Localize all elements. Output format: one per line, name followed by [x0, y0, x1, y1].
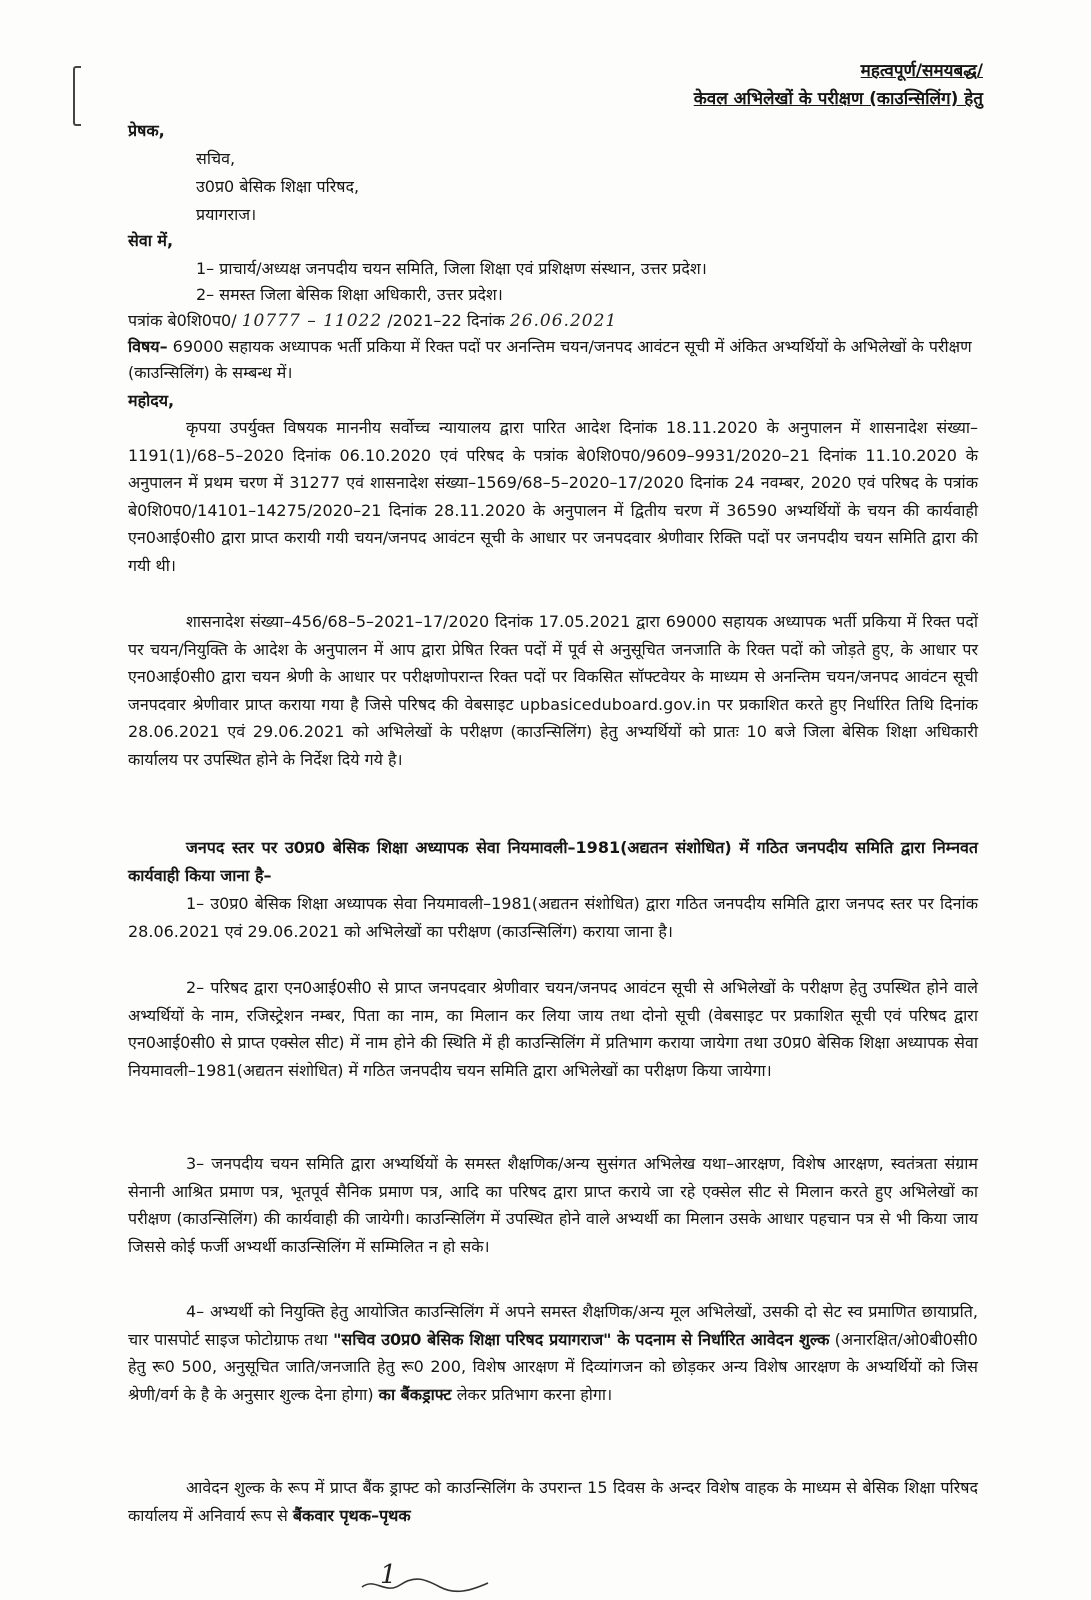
reference-line	[128, 308, 617, 334]
reference-year: /2021–22 दिनांक	[387, 311, 505, 330]
paragraph-5	[128, 974, 978, 1084]
paragraph-7	[128, 1298, 978, 1408]
paragraph-4-text: 1– उ0प्र0 बेसिक शिक्षा अध्यापक सेवा नियमावली–1981(अद्यतन संशोधित) द्वारा गठित जनपदीय समिति द्वारा जनपद स्तर पर दिनांक 28.06.2021 एवं 29.06.2021 को अभिलेखों का परीक्षण (काउन्सिलिंग) कराया जाना है।	[128, 894, 978, 941]
paragraph-1-text: कृपया उपर्युक्त विषयक माननीय सर्वोच्च न्यायालय द्वारा पारित आदेश दिनांक 18.11.2020 के अनुपालन में शासनादेश संख्या–1191(1)/68–5–2020 दिनांक 06.10.2020 एवं परिषद के पत्रांक बे0शि0प0/9609–9931/2020–21 दिनांक 11.10.2020 के अनुपालन में प्रथम चरण में 31277 एवं शासनादेश संख्या–1569/68–5–2020–17/2020 दिनांक 24 नवम्बर, 2020 एवं परिषद के पत्रांक बे0शि0प0/14101–14275/2020–21 दिनांक 28.11.2020 के अनुपालन में द्वितीय चरण में 36590 अभ्यर्थियों के चयन की कार्यवाही एन0आई0सी0 द्वारा प्राप्त करायी गयी चयन/जनपद आवंटन सूची के आधार पर जनपदवार श्रेणीवार रिक्ति पदों पर जनपदीय चयन समिति द्वारा की गयी थी।	[128, 418, 978, 575]
reference-prefix: पत्रांक बे0शि0प0/	[128, 311, 237, 330]
paragraph-8	[128, 1474, 978, 1529]
margin-bracket-mark	[73, 66, 81, 126]
paragraph-7-part-a: 4– अभ्यर्थी को नियुक्ति हेतु आयोजित काउन्सिलिंग में अपने समस्त शैक्षणिक/अन्य मूल अभिलेखों, उसकी दो सेट स्व प्रमाणित छायाप्रति, चार पासपोर्ट साइज फोटोग्राफ तथा	[128, 1302, 978, 1349]
subject-text: 69000 सहायक अध्यापक भर्ती प्रकिया में रिक्त पदों पर अनन्तिम चयन/जनपद आवंटन सूची में अंकित अभ्यर्थियों के अभिलेखों के परीक्षण (काउन्सिलिंग) के सम्बन्ध में।	[128, 337, 972, 382]
sender-title: सचिव,	[196, 149, 236, 168]
reference-number-handwritten: 10777 – 11022	[241, 311, 383, 331]
priority-header: महत्वपूर्ण/समयबद्ध/	[860, 61, 983, 81]
page-number-handwritten: 1	[380, 1560, 397, 1590]
paragraph-7-part-c: (अनारक्षित/ओ0बी0सी0 हेतु रू0 500, अनुसूचित जाति/जनजाति हेतु रू0 200, विशेष आरक्षण में दिव्यांगजन को छोड़कर अन्य विशेष आरक्षण के अभ्यर्थियों को जिस श्रेणी/वर्ग के है के अनुसार शुल्क देना होगा)	[128, 1329, 978, 1404]
subject-block	[128, 334, 978, 386]
paragraph-3-text: जनपद स्तर पर उ0प्र0 बेसिक शिक्षा अध्यापक सेवा नियमावली–1981(अद्यतन संशोधित) में गठित जनपदीय समिति द्वारा निम्नवत कार्यवाही किया जाना है–	[128, 838, 978, 885]
paragraph-4	[128, 890, 978, 945]
paragraph-7-body	[128, 1298, 978, 1408]
paragraph-3	[128, 834, 978, 889]
recipient-label: सेवा में,	[128, 231, 174, 250]
salutation: महोदय,	[128, 391, 175, 410]
paragraph-6-text: 3– जनपदीय चयन समिति द्वारा अभ्यर्थियों के समस्त शैक्षणिक/अन्य सुसंगत अभिलेख यथा–आरक्षण, विशेष आरक्षण, स्वतंत्रता संग्राम सेनानी आश्रित प्रमाण पत्र, भूतपूर्व सैनिक प्रमाण पत्र, आदि का परिषद द्वारा प्राप्त कराये जा रहे एक्सेल सीट से मिलान करते हुए अभिलेखों का परीक्षण (काउन्सिलिंग) की कार्यवाही की जायेगी। काउन्सिलिंग में उपस्थित होने वाले अभ्यर्थी का मिलान उसके आधार पहचान पत्र से भी किया जाय जिससे कोई फर्जी अभ्यर्थी काउन्सिलिंग में सम्मिलित न हो सके।	[128, 1154, 978, 1256]
sender-org: उ0प्र0 बेसिक शिक्षा परिषद,	[196, 177, 360, 196]
handwritten-squiggle-mark	[360, 1575, 490, 1595]
paragraph-5-text: 2– परिषद द्वारा एन0आई0सी0 से प्राप्त जनपदवार श्रेणीवार चयन/जनपद आवंटन सूची से अभिलेखों के परीक्षण हेतु उपस्थित होने वाले अभ्यर्थियों के नाम, रजिस्ट्रेशन नम्बर, पिता का नाम, का मिलान कर लिया जाय तथा दोनो सूची (वेबसाइट पर प्रकाशित सूची एवं परिषद द्वारा एन0आई0सी0 से प्राप्त एक्सेल सीट) में नाम होने की स्थिति में ही काउन्सिलिंग में प्रतिभाग कराया जायेगा तथा उ0प्र0 बेसिक शिक्षा अध्यापक सेवा नियमावली–1981(अद्यतन संशोधित) में गठित जनपदीय चयन समिति द्वारा अभिलेखों का परीक्षण किया जायेगा।	[128, 978, 978, 1080]
paragraph-1	[128, 414, 978, 579]
paragraph-6	[128, 1150, 978, 1260]
paragraph-8-part-b: बैंकवार पृथक–पृथक	[292, 1505, 411, 1525]
paragraph-7-part-b: "सचिव उ0प्र0 बेसिक शिक्षा परिषद प्रयागराज" के पदनाम से निर्धारित आवेदन शुल्क	[333, 1329, 830, 1349]
paragraph-8-part-a: आवेदन शुल्क के रूप में प्राप्त बैंक ड्राफ्ट को काउन्सिलिंग के उपरान्त 15 दिवस के अन्दर विशेष वाहक के माध्यम से बेसिक शिक्षा परिषद कार्यालय में अनिवार्य रूप से	[128, 1478, 978, 1525]
sender-label: प्रेषक,	[128, 121, 165, 140]
recipient-item-1: 1– प्राचार्य/अध्यक्ष जनपदीय चयन समिति, जिला शिक्षा एवं प्रशिक्षण संस्थान, उत्तर प्रदेश।	[196, 259, 707, 278]
paragraph-8-body	[128, 1474, 978, 1529]
sender-place: प्रयागराज।	[196, 205, 257, 224]
paragraph-7-part-e: लेकर प्रतिभाग करना होगा।	[451, 1384, 613, 1404]
reference-date-handwritten: 26.06.2021	[509, 311, 618, 331]
recipient-item-2: 2– समस्त जिला बेसिक शिक्षा अधिकारी, उत्तर प्रदेश।	[196, 285, 503, 304]
paragraph-2	[128, 608, 978, 773]
paragraph-2-text: शासनादेश संख्या–456/68–5–2021–17/2020 दिनांक 17.05.2021 द्वारा 69000 सहायक अध्यापक भर्ती प्रकिया में रिक्त पदों पर चयन/नियुक्ति के आदेश के अनुपालन में आप द्वारा प्रेषित रिक्त पदों में पूर्व से अनुसूचित जनजाति के रिक्त पदों को जोड़ते हुए, के आधार पर एन0आई0सी0 द्वारा चयन श्रेणी के आधार पर परीक्षणोपरान्त रिक्त पदों पर विकसित सॉफ्टवेयर के माध्यम से अनन्तिम चयन/जनपद आवंटन सूची जनपदवार श्रेणीवार प्राप्त कराया गया है जिसे परिषद की वेबसाइट upbasiceduboard.gov.in पर प्रकाशित करते हुए निर्धारित तिथि दिनांक 28.06.2021 एवं 29.06.2021 को अभिलेखों के परीक्षण (काउन्सिलिंग) हेतु अभ्यर्थियों को प्रातः 10 बजे जिला बेसिक शिक्षा अधिकारी कार्यालय पर उपस्थित होने के निर्देश दिये गये है।	[128, 612, 978, 769]
paragraph-7-part-d: का बैंकड्राफ्ट	[378, 1384, 452, 1404]
subject-label: विषय–	[128, 337, 168, 356]
purpose-header: केवल अभिलेखों के परीक्षण (काउन्सिलिंग) हेतु	[693, 89, 983, 109]
